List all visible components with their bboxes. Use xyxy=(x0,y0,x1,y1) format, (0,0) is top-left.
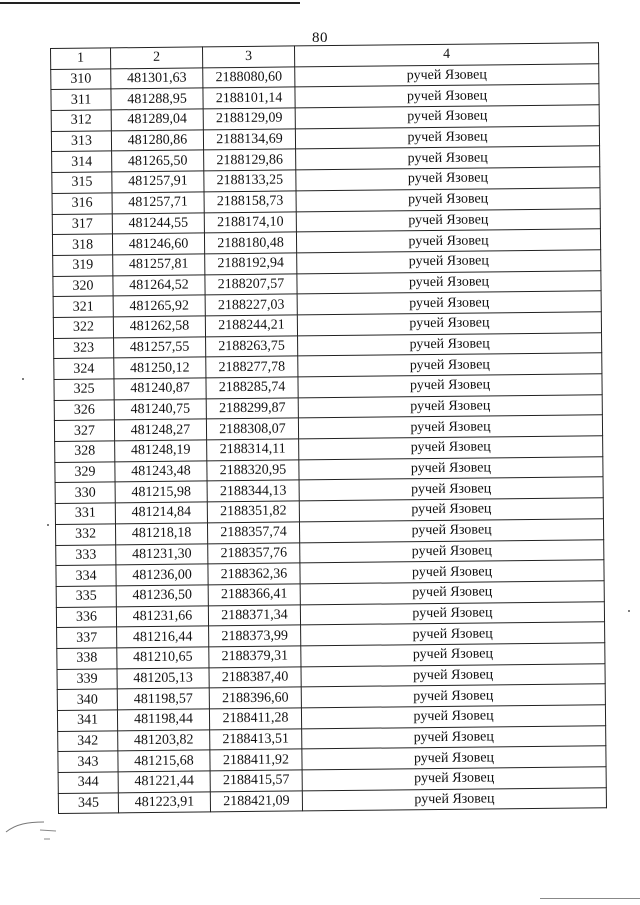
x-coordinate-cell: 481215,68 xyxy=(118,750,210,772)
x-coordinate-cell: 481218,18 xyxy=(115,523,207,545)
description-cell: ручей Язовец xyxy=(295,126,599,150)
description-cell: ручей Язовец xyxy=(298,374,602,398)
description-cell: ручей Язовец xyxy=(297,312,601,336)
top-rule xyxy=(0,2,300,4)
x-coordinate-cell: 481257,55 xyxy=(114,337,206,359)
y-coordinate-cell: 2188396,60 xyxy=(209,687,301,709)
point-number-cell: 315 xyxy=(52,172,112,193)
y-coordinate-cell: 2188379,31 xyxy=(209,646,301,668)
point-number-cell: 327 xyxy=(54,420,114,441)
x-coordinate-cell: 481262,58 xyxy=(113,316,205,338)
description-cell: ручей Язовец xyxy=(296,229,600,253)
page-number: 80 xyxy=(312,30,328,46)
y-coordinate-cell: 2188192,94 xyxy=(205,253,297,275)
x-coordinate-cell: 481243,48 xyxy=(115,461,207,483)
y-coordinate-cell: 2188415,57 xyxy=(210,770,302,792)
x-coordinate-cell: 481215,98 xyxy=(115,481,207,503)
point-number-cell: 319 xyxy=(53,255,113,276)
description-cell: ручей Язовец xyxy=(300,560,604,584)
description-cell: ручей Язовец xyxy=(298,332,602,356)
x-coordinate-cell: 481240,87 xyxy=(114,378,206,400)
description-cell: ручей Язовец xyxy=(299,477,603,501)
x-coordinate-cell: 481198,57 xyxy=(117,688,209,710)
x-coordinate-cell: 481264,52 xyxy=(113,274,205,296)
header-cell-3: 3 xyxy=(202,46,294,68)
y-coordinate-cell: 2188357,74 xyxy=(207,522,299,544)
description-cell: ручей Язовец xyxy=(300,601,604,625)
point-number-cell: 324 xyxy=(54,358,114,379)
point-number-cell: 329 xyxy=(55,462,115,483)
description-cell: ручей Язовец xyxy=(298,415,602,439)
x-coordinate-cell: 481244,55 xyxy=(112,212,204,234)
point-number-cell: 325 xyxy=(54,379,114,400)
y-coordinate-cell: 2188320,95 xyxy=(207,460,299,482)
coordinates-table xyxy=(50,42,607,814)
bottom-rule xyxy=(540,898,640,899)
description-cell: ручей Язовец xyxy=(302,787,606,811)
header-cell-4: 4 xyxy=(294,43,598,67)
point-number-cell: 333 xyxy=(56,544,116,565)
point-number-cell: 318 xyxy=(52,234,112,255)
scan-speck xyxy=(628,610,630,612)
y-coordinate-cell: 2188308,07 xyxy=(206,418,298,440)
scan-scribble xyxy=(4,812,64,842)
y-coordinate-cell: 2188174,10 xyxy=(204,211,296,233)
scan-speck xyxy=(47,524,49,526)
description-cell: ручей Язовец xyxy=(301,663,605,687)
y-coordinate-cell: 2188244,21 xyxy=(205,315,297,337)
x-coordinate-cell: 481288,95 xyxy=(111,88,203,110)
point-number-cell: 345 xyxy=(58,793,118,814)
y-coordinate-cell: 2188351,82 xyxy=(207,501,299,523)
y-coordinate-cell: 2188134,69 xyxy=(203,129,295,151)
description-cell: ручей Язовец xyxy=(296,167,600,191)
y-coordinate-cell: 2188129,09 xyxy=(203,108,295,130)
x-coordinate-cell: 481223,91 xyxy=(118,792,210,814)
description-cell: ручей Язовец xyxy=(297,250,601,274)
description-cell: ручей Язовец xyxy=(300,581,604,605)
description-cell: ручей Язовец xyxy=(301,705,605,729)
description-cell: ручей Язовец xyxy=(299,456,603,480)
point-number-cell: 313 xyxy=(51,131,111,152)
point-number-cell: 310 xyxy=(51,69,111,90)
x-coordinate-cell: 481221,44 xyxy=(118,771,210,793)
point-number-cell: 339 xyxy=(57,668,117,689)
description-cell: ручей Язовец xyxy=(302,746,606,770)
y-coordinate-cell: 2188180,48 xyxy=(204,232,296,254)
description-cell: ручей Язовец xyxy=(296,208,600,232)
y-coordinate-cell: 2188411,92 xyxy=(210,749,302,771)
description-cell: ручей Язовец xyxy=(302,725,606,749)
x-coordinate-cell: 481246,60 xyxy=(112,233,204,255)
y-coordinate-cell: 2188129,86 xyxy=(204,149,296,171)
x-coordinate-cell: 481250,12 xyxy=(114,357,206,379)
point-number-cell: 336 xyxy=(56,606,116,627)
y-coordinate-cell: 2188158,73 xyxy=(204,191,296,213)
table-body xyxy=(51,63,607,813)
y-coordinate-cell: 2188387,40 xyxy=(209,667,301,689)
y-coordinate-cell: 2188080,60 xyxy=(203,67,295,89)
point-number-cell: 328 xyxy=(55,441,115,462)
description-cell: ручей Язовец xyxy=(297,270,601,294)
point-number-cell: 317 xyxy=(52,213,112,234)
point-number-cell: 330 xyxy=(55,482,115,503)
y-coordinate-cell: 2188207,57 xyxy=(205,273,297,295)
description-cell: ручей Язовец xyxy=(301,622,605,646)
y-coordinate-cell: 2188299,87 xyxy=(206,398,298,420)
header-cell-2: 2 xyxy=(111,47,203,69)
header-cell-1: 1 xyxy=(51,48,111,69)
x-coordinate-cell: 481198,44 xyxy=(117,709,209,731)
x-coordinate-cell: 481301,63 xyxy=(111,68,203,90)
x-coordinate-cell: 481210,65 xyxy=(117,647,209,669)
y-coordinate-cell: 2188366,41 xyxy=(208,584,300,606)
description-cell: ручей Язовец xyxy=(299,436,603,460)
point-number-cell: 322 xyxy=(53,317,113,338)
point-number-cell: 326 xyxy=(54,400,114,421)
scan-speck xyxy=(22,378,24,380)
point-number-cell: 311 xyxy=(51,89,111,110)
y-coordinate-cell: 2188101,14 xyxy=(203,87,295,109)
point-number-cell: 321 xyxy=(53,296,113,317)
y-coordinate-cell: 2188371,34 xyxy=(208,604,300,626)
x-coordinate-cell: 481257,91 xyxy=(112,171,204,193)
x-coordinate-cell: 481203,82 xyxy=(118,730,210,752)
y-coordinate-cell: 2188133,25 xyxy=(204,170,296,192)
x-coordinate-cell: 481231,66 xyxy=(116,605,208,627)
y-coordinate-cell: 2188413,51 xyxy=(210,729,302,751)
point-number-cell: 312 xyxy=(51,110,111,131)
point-number-cell: 320 xyxy=(53,275,113,296)
description-cell: ручей Язовец xyxy=(301,684,605,708)
description-cell: ручей Язовец xyxy=(300,539,604,563)
y-coordinate-cell: 2188421,09 xyxy=(210,791,302,813)
point-number-cell: 316 xyxy=(52,193,112,214)
description-cell: ручей Язовец xyxy=(298,353,602,377)
y-coordinate-cell: 2188373,99 xyxy=(209,625,301,647)
point-number-cell: 337 xyxy=(57,627,117,648)
x-coordinate-cell: 481257,81 xyxy=(113,254,205,276)
point-number-cell: 343 xyxy=(58,751,118,772)
x-coordinate-cell: 481265,92 xyxy=(113,295,205,317)
y-coordinate-cell: 2188357,76 xyxy=(208,542,300,564)
description-cell: ручей Язовец xyxy=(295,105,599,129)
y-coordinate-cell: 2188314,11 xyxy=(207,439,299,461)
point-number-cell: 335 xyxy=(56,586,116,607)
x-coordinate-cell: 481236,50 xyxy=(116,585,208,607)
point-number-cell: 338 xyxy=(57,648,117,669)
x-coordinate-cell: 481265,50 xyxy=(112,150,204,172)
x-coordinate-cell: 481248,19 xyxy=(115,440,207,462)
description-cell: ручей Язовец xyxy=(296,146,600,170)
x-coordinate-cell: 481289,04 xyxy=(111,109,203,131)
point-number-cell: 334 xyxy=(56,565,116,586)
y-coordinate-cell: 2188411,28 xyxy=(209,708,301,730)
point-number-cell: 323 xyxy=(54,337,114,358)
point-number-cell: 341 xyxy=(57,710,117,731)
y-coordinate-cell: 2188344,13 xyxy=(207,480,299,502)
y-coordinate-cell: 2188362,36 xyxy=(208,563,300,585)
description-cell: ручей Язовец xyxy=(298,394,602,418)
y-coordinate-cell: 2188227,03 xyxy=(205,294,297,316)
x-coordinate-cell: 481216,44 xyxy=(117,626,209,648)
x-coordinate-cell: 481248,27 xyxy=(114,419,206,441)
description-cell: ручей Язовец xyxy=(299,519,603,543)
description-cell: ручей Язовец xyxy=(297,291,601,315)
x-coordinate-cell: 481257,71 xyxy=(112,192,204,214)
description-cell: ручей Язовец xyxy=(301,643,605,667)
x-coordinate-cell: 481280,86 xyxy=(111,130,203,152)
coordinates-table-wrapper xyxy=(50,42,606,814)
point-number-cell: 331 xyxy=(55,503,115,524)
point-number-cell: 340 xyxy=(57,689,117,710)
description-cell: ручей Язовец xyxy=(296,188,600,212)
point-number-cell: 344 xyxy=(58,772,118,793)
y-coordinate-cell: 2188263,75 xyxy=(206,336,298,358)
x-coordinate-cell: 481231,30 xyxy=(116,543,208,565)
y-coordinate-cell: 2188277,78 xyxy=(206,356,298,378)
description-cell: ручей Язовец xyxy=(302,767,606,791)
x-coordinate-cell: 481214,84 xyxy=(115,502,207,524)
point-number-cell: 314 xyxy=(52,151,112,172)
x-coordinate-cell: 481205,13 xyxy=(117,667,209,689)
x-coordinate-cell: 481236,00 xyxy=(116,564,208,586)
y-coordinate-cell: 2188285,74 xyxy=(206,377,298,399)
description-cell: ручей Язовец xyxy=(299,498,603,522)
description-cell: ручей Язовец xyxy=(295,63,599,87)
point-number-cell: 342 xyxy=(58,731,118,752)
x-coordinate-cell: 481240,75 xyxy=(114,399,206,421)
description-cell: ручей Язовец xyxy=(295,84,599,108)
point-number-cell: 332 xyxy=(55,524,115,545)
